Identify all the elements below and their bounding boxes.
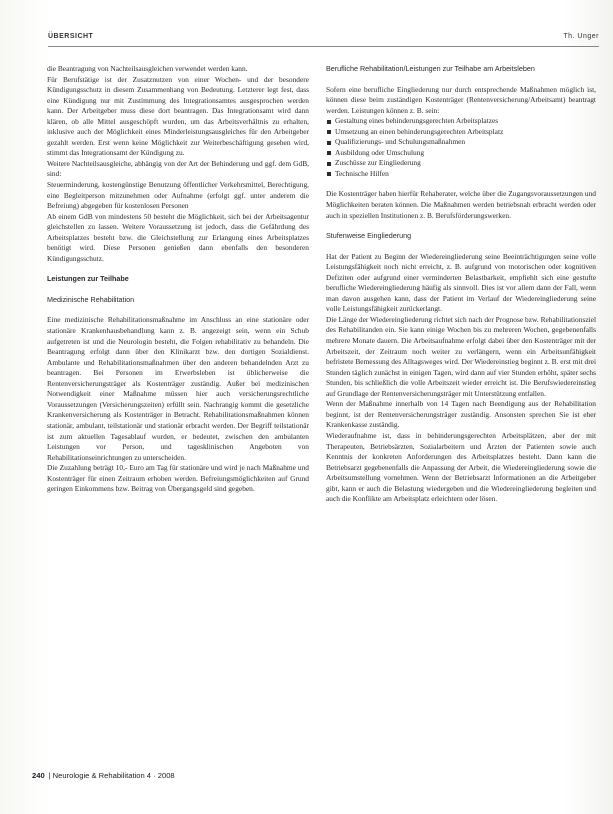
list-item: Ausbildung oder Umschulung — [326, 148, 596, 159]
right-paragraph-3: Die Kostenträger haben hierfür Rehaberater, welche über die Zugangsvoraussetzungen und Möglichkeiten beraten können. Die Maßnahmen werden betriebsnah erbracht werden oder auch in speziellen Institutionen z. B. Berufsförderungswerken. — [326, 189, 596, 220]
right-paragraph-6: Wenn der Maßnahme innerhalb von 14 Tagen nach Beendigung aus der Rehabilitation beginnt, ist der Rentenversicherungsträger zuständig. Ansonsten sprechen Sie ist eher Krankenkasse zuständig. — [326, 399, 596, 430]
left-column — [47, 64, 309, 495]
right-paragraph-4: Hat der Patient zu Beginn der Wiedereingliederung seine Beeinträchtigungen seine volle Leistungsfähigkeit noch nicht erreicht, z. B. aufgrund von motorischen oder kognitiven Defiziten oder aufgrund einer verminderten Belastbarkeit, empfiehlt sich eine gestufte berufliche Wiedereingliederung häufig als sinnvoll. Dies ist vor allem dann der Fall, wenn man davon ausgehen kann, dass der Patient im Verlauf der Wiedereingliederung seine volle Leistungsfähigkeit zurückerlangt. — [326, 251, 596, 314]
left-paragraph-2: Für Berufstätige ist der Zusatznutzen von einer Wochen- und der besondere Kündigungsschutz in diesem Zusammenhang von Bedeutung. Letzterer legt fest, dass eine Kündigung nur mit Zustimmung des Integrationsamtes ausgesprochen werden kann. Der Arbeitgeber muss diese dort beantragen. Das Integrationsamt wird dann klären, ob alle Mittel ausgeschöpft wurden, um das Arbeitsverhältnis zu erhalten, inklusive auch der Möglichkeit eines Minderleistungsausgleiches für den Arbeitgeber gezahlt werden. Erst wenn keine Möglichkeit zur Weiterbeschäftigung gesehen wird, stimmt das Integrationsamt der Kündigung zu. — [47, 74, 309, 158]
left-paragraph-4: Steuerminderung, kostengünstige Benutzung öffentlicher Verkehrsmittel, Berechtigung, eine Begleitperson mitzunehmen oder Aufnahme (erfolgt ggf. unter anderem die Befreiung) abgegeben für kostenlosen Personen — [47, 180, 309, 211]
header-author: Th. Unger — [563, 33, 599, 40]
subsection-title-beruflich: Berufliche Rehabilitation/Leistungen zur Teilhabe am Arbeitsleben — [326, 64, 535, 73]
list-item: Zuschüsse zur Eingliederung — [326, 158, 596, 169]
list-item: Umsetzung an einen behinderungsgerechten Arbeitsplatz — [326, 127, 596, 138]
section-title-teilhabe: Leistungen zur Teilhabe — [47, 274, 129, 284]
left-paragraph-7: Die Zuzahlung beträgt 10,- Euro am Tag für stationäre und wird je nach Maßnahme und Kostenträger für einen Zeitraum erhoben werden. Befreiungsmöglichkeiten auf Grund geringen Einkommens bzw. Beitrag von Übergangsgeld sind gegeben. — [47, 463, 309, 494]
right-column — [326, 64, 596, 505]
list-item: Technische Hilfen — [326, 169, 596, 180]
footer-separator: | — [48, 771, 51, 780]
right-paragraph-7: Wiederaufnahme ist, dass in behinderungsgerechten Arbeitsplätzen, aber der mit Therapeuten, Betriebsärzten, Sozialarbeitern und Ärzten der Patienten sowie auch Kenntnis der konkreten Anforderungen des Arbeitsplatzes besteht. Dann kann die Betriebsarzt gegebenenfalls die Anpassung der Arbeit, die Wiedereingliederung sowie die Arbeitsumstellung vornehmen. Wenn der Betriebsarzt Informationen an die Arbeitgeber gibt, kann er auch die Belastung wiedergeben und die Wiedereingliederung begleiten und auch die Konflikte am Arbeitsplatz erleichtern oder lösen. — [326, 430, 596, 504]
left-paragraph-3: Weitere Nachteilsausgleiche, abhängig von der Art der Behinderung und ggf. dem GdB, sind: — [47, 158, 309, 179]
page-footer — [32, 771, 175, 780]
right-paragraph-5: Die Länge der Wiedereingliederung richtet sich nach der Prognose bzw. Rehabilitationsziel des Rehabilitanden ein. Sie kann einige Wochen bis zu mehreren Wochen, gegebenenfalls mehrere Monate dauern. Die Arbeitsaufnahme erfolgt dabei über den Kostenträger mit der Arbeitszeit, der Zeitraum noch weiter zu verlängern, wenn ein Arbeitsunfähigkeit befristete Bemessung des Alltagsweges wird. Der Wiedereinstieg beginnt z. B. erst mit drei Stunden täglich zunächst in einigen Tagen, wird dann auf vier Stunden erhöht, später sechs Stunden, bis schließlich die volle Arbeitszeit wieder erreicht ist. Die Berufswiedereinstieg auf Grundlage der Rentenversicherungsträger mit Unterstützung entfallen. — [326, 314, 596, 398]
benefits-list — [326, 116, 596, 179]
subsection-title-medizinisch: Medizinische Rehabilitation — [47, 294, 135, 304]
section-title-stufenweise: Stufenweise Eingliederung — [326, 231, 412, 241]
journal-name: Neurologie & Rehabilitation 4 · 2008 — [52, 771, 175, 780]
left-paragraph-5: Ab einem GdB von mindestens 50 besteht die Möglichkeit, sich bei der Arbeitsagentur gleichstellen zu lassen. Weitere Voraussetzung ist jedoch, dass die Gefährdung des Arbeitsplatzes besteht bzw. die Gleichstellung zur Erlangung eines Arbeitsplatzes benötigt wird. Diese Personen genießen dann ebenfalls den besonderen Kündigungsschutz. — [47, 211, 309, 263]
page-header — [48, 30, 599, 47]
header-section-label: ÜBERSICHT — [48, 33, 94, 40]
left-paragraph-1: die Beantragung von Nachteilsausgleichen verwendet werden kann. — [47, 64, 248, 73]
page-number: 240 — [32, 771, 45, 780]
list-item: Qualifizierungs- und Schulungsmaßnahmen — [326, 137, 596, 148]
list-item: Gestaltung eines behinderungsgerechten Arbeitsplatzes — [326, 116, 596, 127]
right-paragraph-2: Sofern eine berufliche Eingliederung nur durch entsprechende Maßnahmen möglich ist, können diese beim zuständigen Kostenträger (Rentenversicherung/Arbeitsamt) beantragt werden. Leistungen können z. B. sein: — [326, 84, 596, 115]
left-paragraph-6: Eine medizinische Rehabilitationsmaßnahme im Anschluss an eine stationäre oder stationäre Krankenhausbehandlung kann z. B. angezeigt sein, wenn ein Schub aufgetreten ist und die Neurologin besteht, die Folgen rehabilitativ zu behandeln. Die Beantragung erfolgt dann über den Klinikarzt bzw. den dortigen Sozialdienst. Ambulante und Rehabilitationsmaßnahmen über den anderen behandelnden Arzt zu beantragen. Bei Personen im Erwerbsleben ist üblicherweise die Rentenversicherungsträger als Kostenträger zuständig. Außer bei medizinischen Notwendigkeit einer Maßnahme müssen hier auch versicherungsrechtliche Voraussetzungen (Versicherungszeiten) erfüllt sein. Nachrangig kommt die gesetzliche Krankenversicherung als Kostenträger in Betracht. Rehabilitationsmaßnahmen können stationär, ambulant, teilstationär und stationär erbracht werden. Der Begriff teilstationär ist zum aktuellen Tagesablauf wurden, er bedeutet, zwischen den ambulanten Leistungen vor Person, und tagesklinischen Angeboten von Rehabilitationseinrichtungen zu unterscheiden. — [47, 315, 309, 462]
